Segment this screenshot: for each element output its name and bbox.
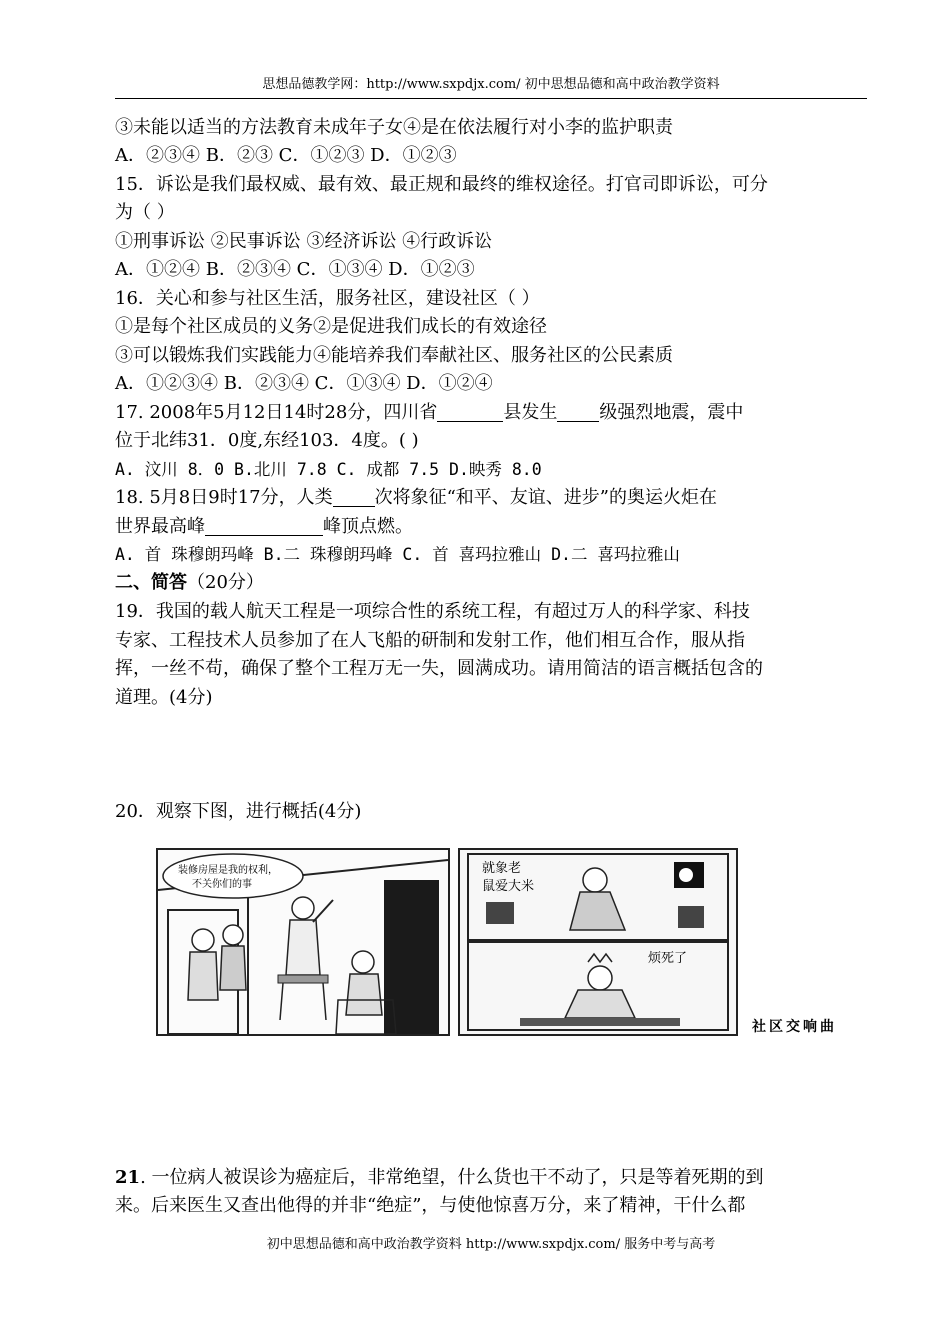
- q17-blank-magnitude: [557, 401, 599, 422]
- q15-line1: 15．诉讼是我们最权威、最有效、最正规和最终的维权途径。打官司即诉讼，可分: [115, 174, 768, 195]
- left-bubble-line1: 装修房屋是我的权利，: [178, 865, 278, 876]
- q18-options: A. 首 珠穆朗玛峰 B.二 珠穆朗玛峰 C. 首 喜玛拉雅山 D.二 喜玛拉雅山: [115, 545, 680, 564]
- section2-title: 二、简答: [115, 572, 187, 593]
- q19-line3: 挥，一丝不苟，确保了整个工程万无一失，圆满成功。请用简洁的语言概括包含的: [115, 658, 763, 679]
- right-top-text-line1: 就象老: [482, 861, 522, 876]
- right-bottom-text: 烦死了: [648, 951, 688, 966]
- q16-items2: ③可以锻炼我们实践能力④能培养我们奉献社区、服务社区的公民素质: [115, 345, 673, 366]
- q17-text-b: 县发生: [503, 402, 558, 423]
- q21-line2: 来。后来医生又查出他得的并非“绝症”，与使他惊喜万分，来了精神，干什么都: [115, 1195, 746, 1216]
- q16-line1: 16．关心和参与社区生活，服务社区，建设社区（ ）: [115, 288, 540, 309]
- q17-line1: [115, 399, 875, 427]
- cartoon-caption: 社区交响曲: [752, 1019, 837, 1035]
- q21-line1: [115, 1164, 875, 1192]
- header-rule: [115, 98, 867, 99]
- q18-line1: [115, 484, 875, 512]
- q18-blank-order: [333, 486, 375, 507]
- q18-text-b: 次将象征“和平、友谊、进步”的奥运火炬在: [374, 487, 718, 508]
- q15-options: A．①②④ B．②③④ C．①③④ D．①②③: [115, 259, 475, 280]
- q15-items: ①刑事诉讼 ②民事诉讼 ③经济诉讼 ④行政诉讼: [115, 231, 493, 252]
- page-footer: 初中思想品德和高中政治教学资料 http://www.sxpdjx.com/ 服务中考与高考: [266, 1237, 716, 1252]
- q17-blank-county: [437, 401, 503, 422]
- q15-line2: 为（ ）: [115, 202, 175, 223]
- q18-line2: [115, 513, 875, 541]
- left-bubble-line2: 不关你们的事: [192, 879, 252, 890]
- q19-line2: 专家、工程技术人员参加了在人飞船的研制和发射工作，他们相互合作，服从指: [115, 630, 745, 651]
- q21-text1: . 一位病人被误诊为癌症后，非常绝望，什么货也干不动了，只是等着死期的到: [140, 1167, 764, 1188]
- q19-line1: 19．我国的载人航天工程是一项综合性的系统工程，有超过万人的科学家、科技: [115, 601, 750, 622]
- q14-line3: ③未能以适当的方法教育未成年子女④是在依法履行对小李的监护职责: [115, 117, 673, 138]
- q18-blank-peak: [205, 515, 323, 536]
- q17-text-c: 级强烈地震，震中: [599, 402, 744, 423]
- q17-options: A. 汶川 8．0 B.北川 7.8 C. 成都 7.5 D.映秀 8.0: [115, 460, 542, 479]
- cartoon-renovation-illustration: [156, 848, 450, 1036]
- q16-items1: ①是每个社区成员的义务②是促进我们成长的有效途径: [115, 316, 547, 337]
- q17-text-a: 17. 2008年5月12日14时28分，四川省: [115, 402, 438, 423]
- q18-text-d: 峰顶点燃。: [323, 516, 413, 537]
- section2-heading: [115, 569, 875, 597]
- q20-line1: 20．观察下图，进行概括(4分): [115, 801, 362, 822]
- section2-score: （20分）: [187, 572, 264, 593]
- q21-number: 21: [115, 1167, 141, 1188]
- page-header: 思想品德教学网：http://www.sxpdjx.com/ 初中思想品德和高中政治教学资料: [262, 77, 720, 92]
- right-top-text-line2: 鼠爱大米: [482, 879, 535, 894]
- q18-text-a: 18. 5月8日9时17分，人类: [115, 487, 333, 508]
- q18-text-c: 世界最高峰: [115, 516, 205, 537]
- q17-line2: 位于北纬31．0度,东经103．4度。( ): [115, 430, 419, 451]
- q19-line4: 道理。(4分): [115, 687, 213, 708]
- q14-options: A．②③④ B．②③ C．①②③ D．①②③: [115, 145, 457, 166]
- cartoon-apartment-noise-illustration: [458, 848, 738, 1036]
- q16-options: A．①②③④ B．②③④ C．①③④ D．①②④: [115, 373, 493, 394]
